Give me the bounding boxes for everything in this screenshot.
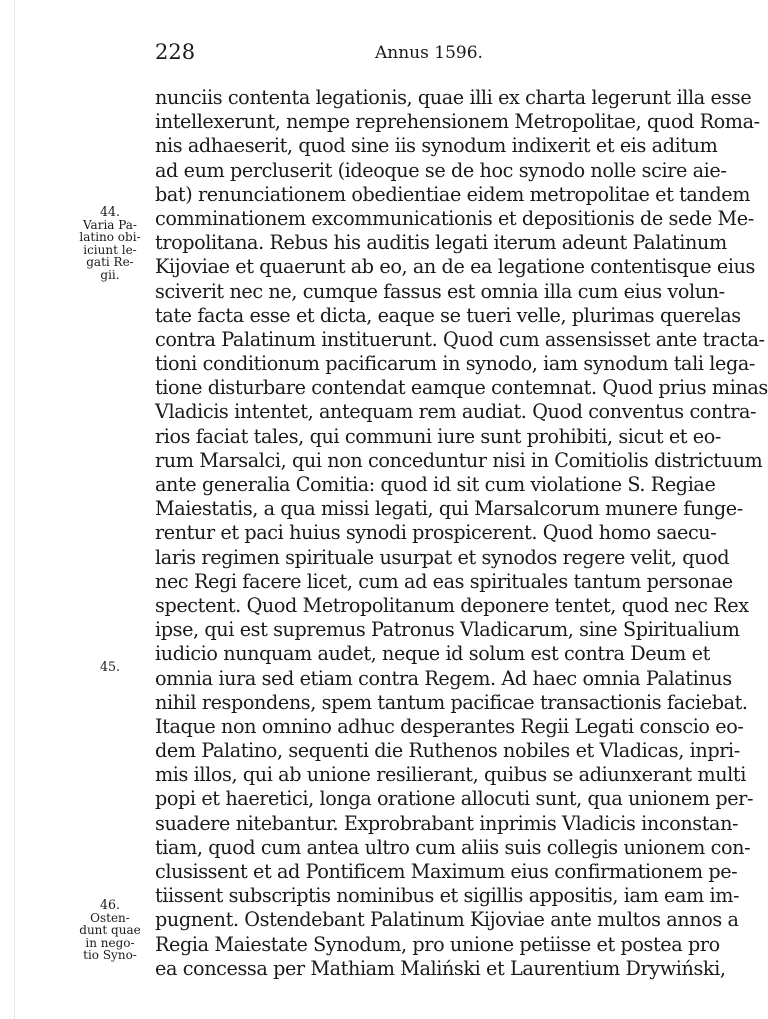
margin-note-number: 44.: [99, 204, 121, 219]
margin-note-number: 45.: [99, 659, 121, 674]
margin-note-line: Osten-: [90, 910, 130, 925]
text-line: intellexerunt, nempe reprehensionem Metropolitae, quod Roma-: [155, 110, 760, 134]
margin-note-45: [95, 661, 125, 674]
margin-note-line: Varia Pa-: [82, 217, 137, 232]
text-line: popi et haeretici, longa oratione allocuti sunt, qua unionem per-: [155, 787, 754, 811]
text-line: rentur et paci huius synodi prospicerent. Quod homo saecu-: [155, 521, 717, 545]
text-line: pugnent. Ostendebant Palatinum Kijoviae ante multos annos a: [155, 908, 739, 932]
text-line: Regia Maiestate Synodum, pro unione petiisse et postea pro: [155, 932, 720, 956]
body-text: [155, 86, 768, 981]
text-line: bat) renunciationem obedientiae eidem metropolitae et tandem: [155, 182, 751, 206]
margin-note-line: iciunt le-: [83, 242, 137, 257]
text-line: nunciis contenta legationis, quae illi ex charta legerunt illa esse: [155, 86, 752, 109]
text-line: tiam, quod cum antea ultro cum aliis suis collegis unionem con-: [155, 835, 751, 859]
text-line: tiissent subscriptis nominibus et sigillis appositis, iam eam im-: [155, 884, 740, 908]
margin-note-line: dunt quae: [79, 923, 141, 938]
text-line: tropolitana. Rebus his auditis legati iterum adeunt Palatinum: [155, 231, 727, 255]
text-line: Itaque non omnino adhuc desperantes Regii Legati conscio eo-: [155, 714, 744, 738]
text-line: nec Regi facere licet, cum ad eas spirituales tantum personae: [155, 569, 733, 593]
margin-note-line: tio Syno-: [83, 948, 137, 963]
text-line: tate facta esse et dicta, eaque se tueri velle, plurimas querelas: [155, 303, 741, 327]
margin-note-line: gati Re-: [86, 255, 134, 270]
running-title: Annus 1596.: [375, 43, 483, 63]
text-line: omnia iura sed etiam contra Regem. Ad haec omnia Palatinus: [155, 666, 732, 690]
page-number: 228: [155, 40, 196, 64]
page-header: [155, 40, 685, 66]
text-line: clusissent et ad Pontificem Maximum eius confirmationem pe-: [155, 860, 738, 883]
text-line: Vladicis intentet, antequam rem audiat. Quod conventus contra-: [155, 400, 757, 424]
text-line: nis adhaeserit, quod sine iis synodum indixerit et eis aditum: [155, 134, 718, 158]
text-line: tioni conditionum pacificarum in synodo, iam synodum tali lega-: [155, 352, 755, 376]
margin-note-46: [70, 899, 150, 962]
text-line: comminationem excommunicationis et depositionis de sede Me-: [155, 206, 754, 230]
text-line: rum Marsalci, qui non conceduntur nisi in Comitiolis districtuum: [155, 448, 763, 472]
margin-note-44: [70, 206, 150, 282]
page-edge-mark: [14, 0, 15, 1019]
text-line: ante generalia Comitia: quod id sit cum violatione S. Regiae: [155, 473, 716, 496]
text-line: rios faciat tales, qui communi iure sunt prohibiti, sicut et eo-: [155, 424, 721, 448]
text-line: ea concessa per Mathiam Maliński et Laurentium Drywiński,: [155, 956, 726, 980]
margin-note-line: gii.: [100, 267, 120, 282]
text-line: ipse, qui est supremus Patronus Vladicarum, sine Spiritualium: [155, 618, 740, 642]
text-line: suadere nitebantur. Exprobrabant inprimis Vladicis inconstan-: [155, 811, 739, 835]
text-line: dem Palatino, sequenti die Ruthenos nobiles et Vladicas, inpri-: [155, 739, 740, 763]
text-line: contra Palatinum instituerunt. Quod cum assensisset ante tracta-: [155, 327, 765, 351]
text-line: laris regimen spirituale usurpat et synodos regere velit, quod: [155, 545, 730, 569]
text-line: Kijoviae et quaerunt ab eo, an de ea legatione contentisque eius: [155, 255, 755, 279]
text-line: tione disturbare contendat eamque contemnat. Quod prius minas: [155, 376, 768, 400]
text-line: iudicio nunquam audet, neque id solum est contra Deum et: [155, 642, 710, 666]
text-line: nihil respondens, spem tantum pacificae transactionis faciebat.: [155, 690, 748, 714]
margin-note-number: 46.: [99, 897, 121, 912]
margin-note-line: in nego-: [85, 935, 135, 950]
text-line: mis illos, qui ab unione resilierant, quibus se adiunxerant multi: [155, 763, 746, 787]
margin-note-line: latino obi-: [79, 230, 141, 245]
text-line: Maiestatis, a qua missi legati, qui Marsalcorum munere funge-: [155, 497, 743, 521]
text-line: spectent. Quod Metropolitanum deponere tentet, quod nec Rex: [155, 593, 749, 617]
text-line: ad eum percluserit (ideoque se de hoc synodo nolle scire aie-: [155, 158, 727, 182]
text-line: sciverit nec ne, cumque fassus est omnia illa cum eius volun-: [155, 279, 725, 303]
